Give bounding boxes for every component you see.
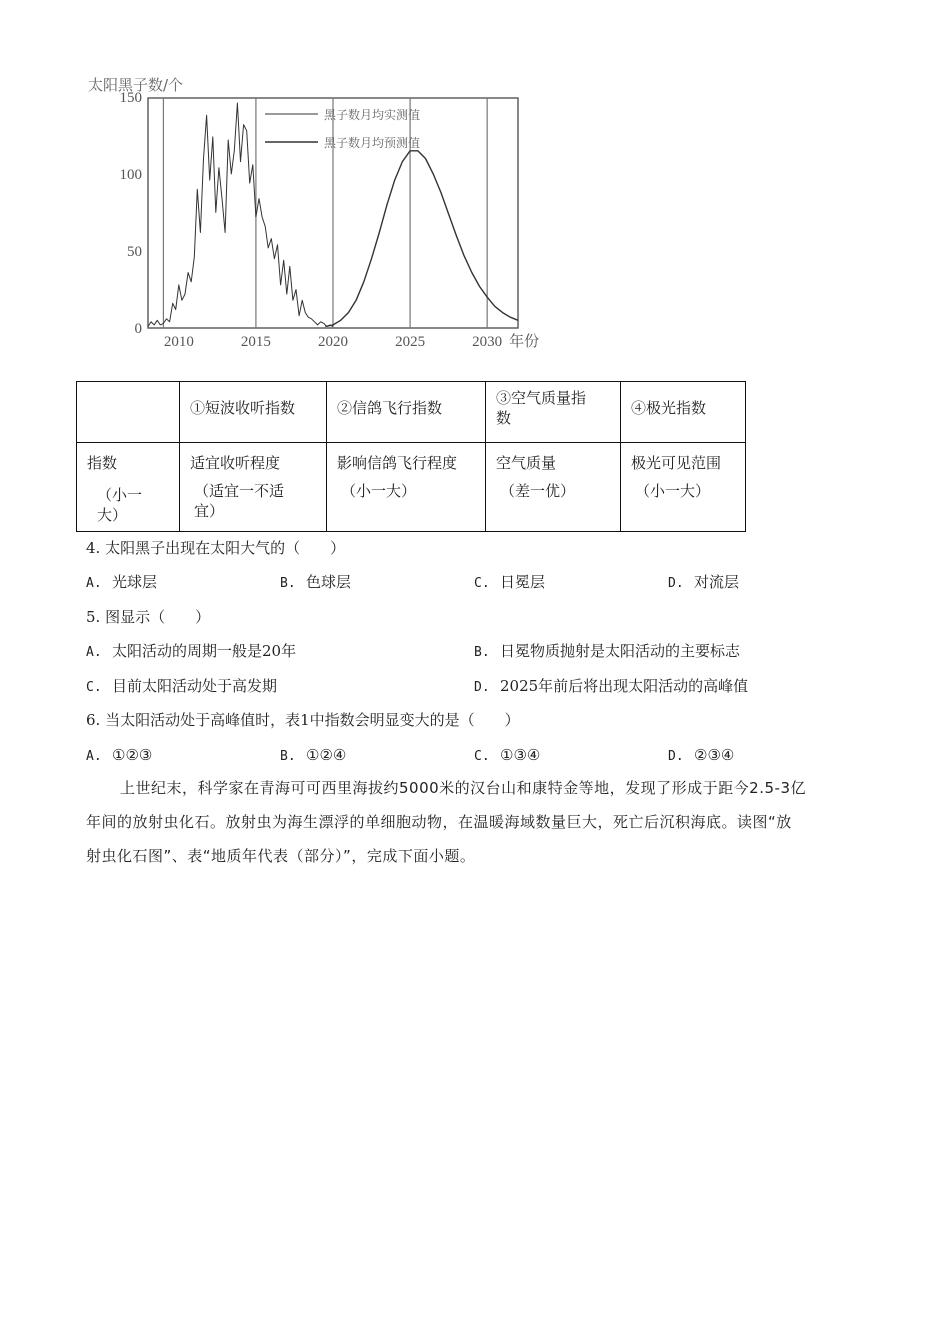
cell-sub: （小一大） [341, 482, 417, 500]
question-5-stem: 5. 图显示（ ） [86, 608, 211, 626]
x-tick-2025: 2025 [395, 334, 426, 350]
q6-option-a: A. ①②③ [86, 746, 153, 764]
table-header-pigeon: ②信鸽飞行指数 [327, 382, 486, 443]
table-cell-pigeon [327, 443, 486, 532]
series-line-1 [325, 151, 518, 327]
legend-label-0: 黑子数月均实测值 [324, 108, 421, 122]
reading-passage [86, 771, 866, 873]
cell-main: 空气质量 [496, 454, 557, 472]
table-cell-aurora [621, 443, 746, 532]
y-tick-0: 0 [134, 321, 142, 337]
cell-sub: （适宜一不适宜） [194, 482, 285, 520]
passage-line-3: 射虫化石图”、表“地质年代表（部分）”，完成下面小题。 [86, 847, 476, 865]
cell-sub: （小一大） [635, 482, 711, 500]
table-body-row [77, 443, 746, 532]
y-tick-150: 150 [119, 89, 142, 106]
q4-option-a: A. 光球层 [86, 573, 158, 591]
passage-line-2: 年间的放射虫化石。放射虫为海生漂浮的单细胞动物，在温暖海域数量巨大，死亡后沉积海底。读图“放 [86, 813, 792, 831]
sunspot-chart [80, 68, 540, 358]
x-axis-label: 年份 [509, 332, 540, 350]
question-4-stem: 4. 太阳黑子出现在太阳大气的（ ） [86, 539, 346, 557]
cell-sub: （差一优） [500, 482, 576, 500]
q4-option-d: D. 对流层 [668, 573, 740, 591]
x-tick-2010: 2010 [163, 334, 194, 350]
x-tick-2030: 2030 [472, 334, 503, 350]
series-line-0 [148, 103, 333, 327]
table-header-row [77, 382, 746, 443]
cell-main: 极光可见范围 [631, 454, 722, 472]
q6-option-b: B. ①②④ [280, 746, 347, 764]
y-axis-label: 太阳黑子数/个 [88, 76, 184, 94]
table-row-label [77, 443, 180, 532]
table-header-air: ③空气质量指数 [486, 382, 621, 443]
table-cell-air [486, 443, 621, 532]
q6-option-d: D. ②③④ [668, 746, 735, 764]
x-tick-2020: 2020 [318, 334, 348, 350]
table-header-shortwave: ①短波收听指数 [180, 382, 327, 443]
index-table [76, 381, 746, 532]
y-tick-100: 100 [119, 166, 142, 183]
row-label-sub: （小一大） [97, 486, 143, 524]
q5-option-a: A. 太阳活动的周期一般是20年 [86, 642, 297, 660]
table-header-empty [77, 382, 180, 443]
q4-option-b: B. 色球层 [280, 573, 352, 591]
y-tick-50: 50 [127, 243, 142, 260]
q5-option-c: C. 目前太阳活动处于高发期 [86, 677, 278, 695]
q6-option-c: C. ①③④ [474, 746, 541, 764]
q5-option-d: D. 2025年前后将出现太阳活动的高峰值 [474, 677, 749, 695]
table-header-aurora: ④极光指数 [621, 382, 746, 443]
cell-main: 适宜收听程度 [190, 454, 281, 472]
cell-main: 影响信鸽飞行程度 [337, 454, 458, 472]
x-tick-2015: 2015 [240, 334, 271, 350]
table-cell-shortwave [180, 443, 327, 532]
sunspot-chart-svg [80, 68, 540, 358]
q5-option-b: B. 日冕物质抛射是太阳活动的主要标志 [474, 642, 741, 660]
q4-option-c: C. 日冕层 [474, 573, 546, 591]
passage-line-1: 上世纪末，科学家在青海可可西里海拔约5000米的汉台山和康特金等地，发现了形成于距今2.5-3亿 [120, 779, 806, 797]
row-label: 指数 [87, 454, 118, 472]
question-6-stem: 6. 当太阳活动处于高峰值时，表1中指数会明显变大的是（ ） [86, 711, 520, 729]
legend-label-1: 黑子数月均预测值 [324, 136, 421, 150]
